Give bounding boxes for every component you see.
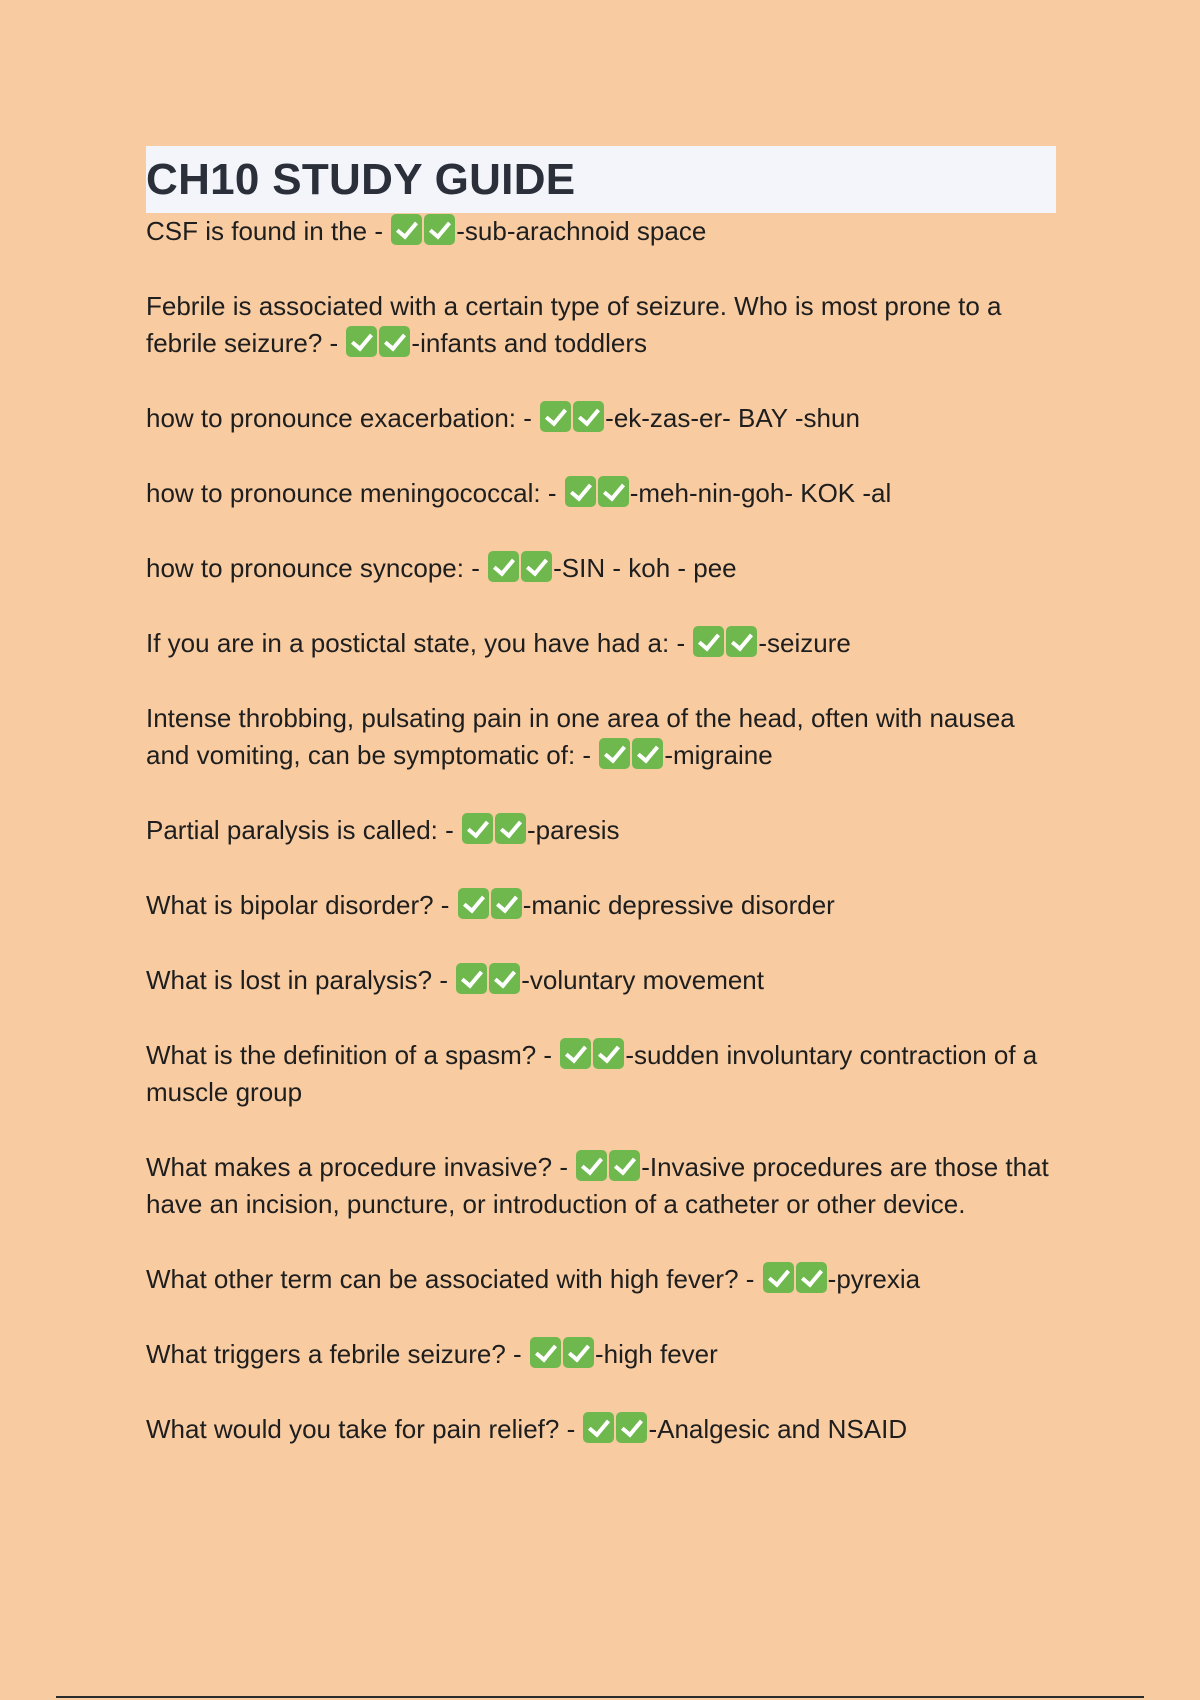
document-page [146, 146, 1056, 1486]
answer-prefix: - [527, 815, 536, 845]
answer-prefix: - [625, 1040, 634, 1070]
answer-prefix: - [629, 478, 639, 508]
check-mark-icon [521, 551, 552, 582]
question-text: What is lost in paralysis? [146, 965, 433, 995]
separator: - [559, 1414, 583, 1444]
answer-text: voluntary movement [529, 965, 764, 995]
answer-prefix: - [664, 740, 673, 770]
qa-item [146, 887, 1056, 924]
check-mark-icon [693, 626, 724, 657]
question-text: If you are in a postictal state, you have had a: [146, 628, 670, 658]
check-mark-icon [391, 214, 422, 245]
check-mark-icon [458, 888, 489, 919]
answer-prefix: - [641, 1152, 650, 1182]
check-mark-icon [488, 551, 519, 582]
check-mark-icon [599, 738, 630, 769]
question-text: What triggers a febrile seizure? [146, 1339, 506, 1369]
check-mark-icon [576, 1150, 607, 1181]
separator: - [552, 1152, 576, 1182]
answer-text: meh-nin-goh- KOK -al [638, 478, 892, 508]
check-mark-pair [391, 214, 455, 245]
answer-prefix: - [758, 628, 767, 658]
check-mark-icon [563, 1337, 594, 1368]
qa-item [146, 213, 1056, 250]
check-mark-icon [424, 214, 455, 245]
question-text: Intense throbbing, pulsating pain in one area of the head, often with nausea and vomiting, can be symptomatic of: [146, 703, 1015, 770]
check-mark-pair [599, 738, 663, 769]
check-mark-icon [632, 738, 663, 769]
qa-item [146, 1037, 1056, 1111]
title-bar [146, 146, 1056, 213]
check-mark-icon [491, 888, 522, 919]
check-mark-pair [540, 401, 604, 432]
answer-prefix: - [594, 1339, 604, 1369]
answer-text: ek-zas-er- BAY -shun [613, 403, 860, 433]
question-text: Febrile is associated with a certain type of seizure. Who is most prone to a febrile seizure? [146, 291, 1002, 358]
answer-text: Analgesic and NSAID [657, 1414, 908, 1444]
answer-text: sub-arachnoid space [464, 216, 707, 246]
check-mark-pair [462, 813, 526, 844]
check-mark-pair [763, 1262, 827, 1293]
check-mark-icon [593, 1038, 624, 1069]
check-mark-icon [609, 1150, 640, 1181]
qa-item [146, 625, 1056, 662]
page-title: CH10 STUDY GUIDE [146, 154, 576, 204]
separator: - [464, 553, 488, 583]
check-mark-pair [456, 963, 520, 994]
qa-item [146, 1261, 1056, 1298]
check-mark-pair [346, 326, 410, 357]
question-text: What other term can be associated with high fever? [146, 1264, 739, 1294]
qa-item [146, 1411, 1056, 1448]
qa-item [146, 962, 1056, 999]
answer-prefix: - [521, 965, 530, 995]
answer-text: SIN - koh - pee [561, 553, 737, 583]
qa-item [146, 550, 1056, 587]
qa-item [146, 288, 1056, 362]
separator: - [437, 815, 461, 845]
check-mark-icon [530, 1337, 561, 1368]
answer-text: infants and toddlers [420, 328, 648, 358]
answer-text: migraine [672, 740, 773, 770]
separator: - [738, 1264, 762, 1294]
check-mark-pair [458, 888, 522, 919]
qa-item [146, 1149, 1056, 1223]
check-mark-icon [379, 326, 410, 357]
check-mark-icon [573, 401, 604, 432]
question-text: What makes a procedure invasive? [146, 1152, 553, 1182]
question-text: how to pronounce exacerbation: [146, 403, 517, 433]
check-mark-icon [616, 1412, 647, 1443]
answer-text: Invasive procedures are those that have an incision, puncture, or introduction of a catheter or other device. [146, 1152, 1049, 1219]
answer-text: paresis [535, 815, 620, 845]
check-mark-icon [462, 813, 493, 844]
footer-divider [56, 1696, 1144, 1698]
answer-text: seizure [767, 628, 851, 658]
answer-text: high fever [603, 1339, 718, 1369]
separator: - [669, 628, 693, 658]
answer-text: pyrexia [836, 1264, 921, 1294]
check-mark-icon [489, 963, 520, 994]
check-mark-pair [560, 1038, 624, 1069]
check-mark-icon [763, 1262, 794, 1293]
qa-item [146, 812, 1056, 849]
check-mark-icon [796, 1262, 827, 1293]
qa-item [146, 1336, 1056, 1373]
separator: - [540, 478, 564, 508]
check-mark-icon [598, 476, 629, 507]
check-mark-icon [540, 401, 571, 432]
answer-prefix: - [827, 1264, 837, 1294]
separator: - [516, 403, 540, 433]
check-mark-icon [565, 476, 596, 507]
answer-prefix: - [522, 890, 532, 920]
answer-prefix: - [605, 403, 614, 433]
answer-prefix: - [411, 328, 421, 358]
qa-item [146, 475, 1056, 512]
question-text: What is bipolar disorder? [146, 890, 434, 920]
check-mark-pair [693, 626, 757, 657]
check-mark-pair [576, 1150, 640, 1181]
qa-item [146, 700, 1056, 774]
separator: - [575, 740, 599, 770]
check-mark-pair [488, 551, 552, 582]
check-mark-icon [346, 326, 377, 357]
question-text: how to pronounce syncope: [146, 553, 464, 583]
check-mark-pair [583, 1412, 647, 1443]
separator: - [432, 965, 456, 995]
answer-text: sudden involuntary contraction of a muscle group [146, 1040, 1038, 1107]
check-mark-icon [726, 626, 757, 657]
question-text: CSF is found in the [146, 216, 368, 246]
separator: - [322, 328, 346, 358]
check-mark-pair [565, 476, 629, 507]
question-text: What is the definition of a spasm? [146, 1040, 537, 1070]
question-text: Partial paralysis is called: [146, 815, 438, 845]
answer-text: manic depressive disorder [531, 890, 835, 920]
question-text: how to pronounce meningococcal: [146, 478, 541, 508]
question-text: What would you take for pain relief? [146, 1414, 560, 1444]
study-guide-list [146, 213, 1056, 1448]
answer-prefix: - [456, 216, 465, 246]
check-mark-icon [583, 1412, 614, 1443]
check-mark-icon [456, 963, 487, 994]
check-mark-icon [495, 813, 526, 844]
separator: - [505, 1339, 529, 1369]
separator: - [433, 890, 457, 920]
qa-item [146, 400, 1056, 437]
answer-prefix: - [648, 1414, 658, 1444]
separator: - [536, 1040, 560, 1070]
check-mark-icon [560, 1038, 591, 1069]
separator: - [367, 216, 391, 246]
answer-prefix: - [553, 553, 562, 583]
check-mark-pair [530, 1337, 594, 1368]
